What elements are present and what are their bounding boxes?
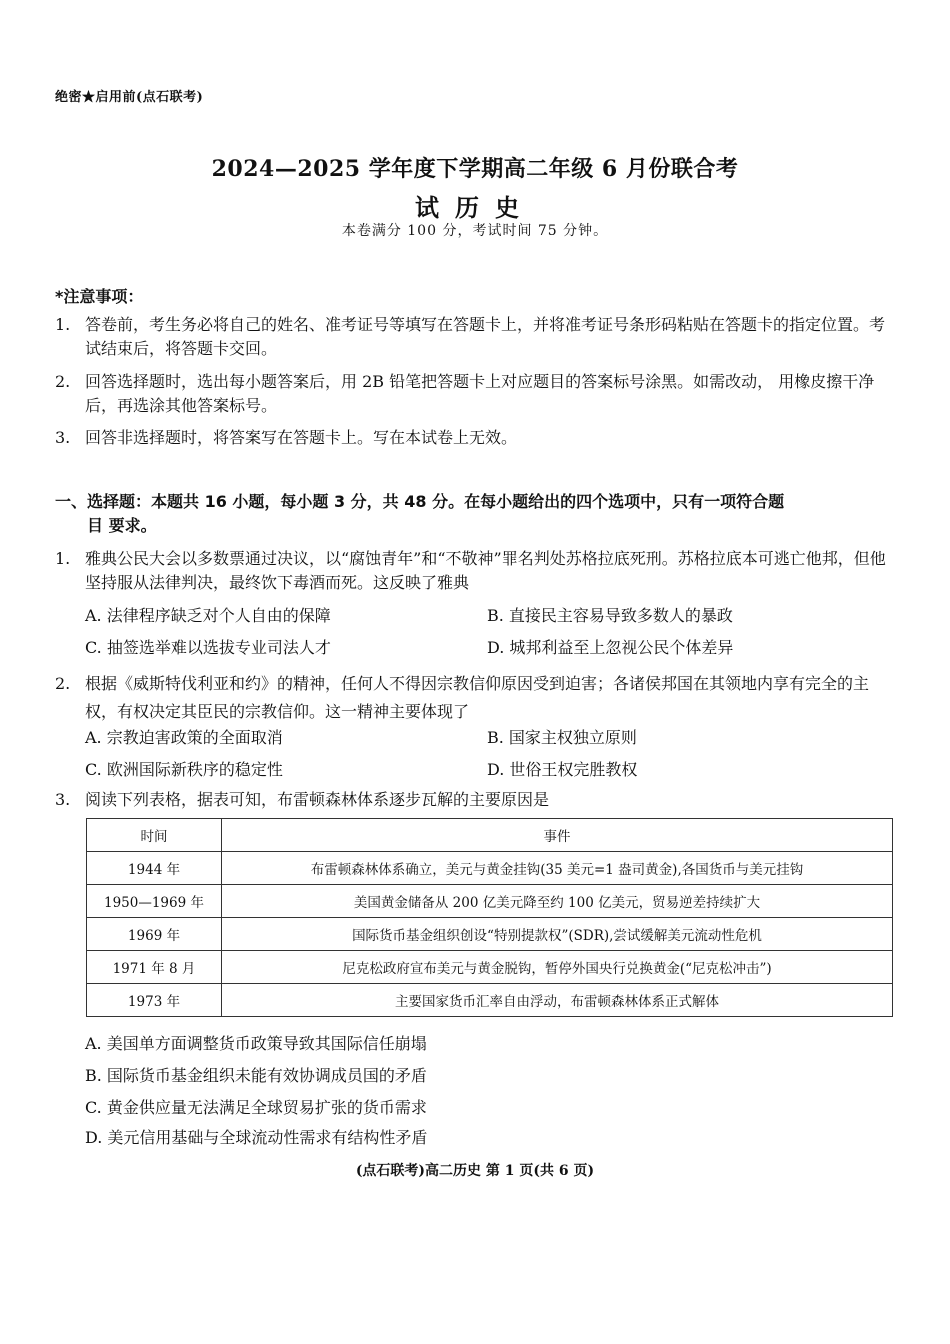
table-cell-time: 1973 年: [87, 984, 222, 1017]
exam-title: 2024—2025 学年度下学期高二年级 6 月份联合考: [211, 156, 739, 182]
option-d: D. 城邦利益至上忽视公民个体差异: [487, 638, 734, 657]
question-2: [55, 670, 895, 726]
note-text: 答卷前，考生务必将自己的姓名、准考证号等填写在答题卡上，并将准考证号条形码粘贴在答题卡的指定位置。考试结束后，将答题卡交回。: [85, 315, 886, 358]
exam-meta: 本卷满分 100 分，考试时间 75 分钟。: [341, 223, 609, 239]
table-cell-event: 尼克松政府宣布美元与黄金脱钩，暂停外国央行兑换黄金(“尼克松冲击”): [222, 951, 893, 984]
column-header: 事件: [222, 819, 893, 852]
option-b: B. 国际货币基金组织未能有效协调成员国的矛盾: [85, 1066, 427, 1085]
page-footer: (点石联考)高二历史 第 1 页(共 6 页): [355, 1163, 595, 1179]
exam-subject: 试历史: [415, 193, 535, 222]
note-number: 1.: [55, 315, 71, 334]
option-c: C. 抽签选举难以选拔专业司法人才: [85, 638, 331, 657]
table-cell-time: 1944 年: [87, 852, 222, 885]
table-row: [87, 951, 893, 984]
table-cell-time: 1971 年 8 月: [87, 951, 222, 984]
question-number: 1.: [55, 549, 71, 568]
question-number: 3.: [55, 790, 71, 809]
table-cell-event: 美国黄金储备从 200 亿美元降至约 100 亿美元，贸易逆差持续扩大: [222, 885, 893, 918]
question-number: 2.: [55, 674, 71, 693]
section-line-2: 目 要求。: [87, 516, 157, 535]
table-header-row: [87, 819, 893, 852]
column-header: 时间: [87, 819, 222, 852]
option-d: D. 世俗王权完胜教权: [487, 760, 638, 779]
note-text: 回答选择题时，选出每小题答案后，用 2B 铅笔把答题卡上对应题目的答案标号涂黑。如需改动， 用橡皮擦干净后，再选涂其他答案标号。: [85, 372, 875, 415]
note-item: [55, 426, 895, 450]
option-c: C. 黄金供应量无法满足全球贸易扩张的货币需求: [85, 1098, 427, 1117]
section-heading: [55, 490, 900, 538]
note-number: 2.: [55, 372, 71, 391]
option-b: B. 国家主权独立原则: [487, 728, 637, 747]
table-row: [87, 885, 893, 918]
table-cell-event: 国际货币基金组织创设“特别提款权”(SDR),尝试缓解美元流动性危机: [222, 918, 893, 951]
note-number: 3.: [55, 428, 71, 447]
table-cell-event: 主要国家货币汇率自由浮动，布雷顿森林体系正式解体: [222, 984, 893, 1017]
table-cell-time: 1950—1969 年: [87, 885, 222, 918]
table-cell-time: 1969 年: [87, 918, 222, 951]
option-c: C. 欧洲国际新秩序的稳定性: [85, 760, 283, 779]
table-cell-event: 布雷顿森林体系确立，美元与黄金挂钩(35 美元=1 盎司黄金),各国货币与美元挂钩: [222, 852, 893, 885]
option-b: B. 直接民主容易导致多数人的暴政: [487, 606, 733, 625]
option-a: A. 美国单方面调整货币政策导致其国际信任崩塌: [85, 1034, 427, 1053]
question-stem: 雅典公民大会以多数票通过决议，以“腐蚀青年”和“不敬神”罪名判处苏格拉底死刑。苏格拉底本可逃亡他邦，但他坚持服从法律判决，最终饮下毒酒而死。这反映了雅典: [85, 549, 886, 592]
section-line-1: 一、选择题：本题共 16 小题，每小题 3 分，共 48 分。在每小题给出的四个选项中，只有一项符合题: [55, 492, 785, 511]
table-row: [87, 852, 893, 885]
notes-heading: *注意事项：: [55, 287, 144, 306]
note-item: [55, 313, 895, 361]
option-a: A. 宗教迫害政策的全面取消: [85, 728, 283, 747]
question-1: [55, 547, 895, 595]
note-text: 回答非选择题时，将答案写在答题卡上。写在本试卷上无效。: [85, 428, 518, 447]
note-item: [55, 370, 895, 418]
confidential-label: 绝密★启用前(点石联考): [55, 90, 204, 105]
table-row: [87, 984, 893, 1017]
table-row: [87, 918, 893, 951]
question-stem: 根据《威斯特伐利亚和约》的精神，任何人不得因宗教信仰原因受到迫害；各诸侯邦国在其领地内享有完全的主权，有权决定其臣民的宗教信仰。这一精神主要体现了: [85, 674, 870, 721]
option-a: A. 法律程序缺乏对个人自由的保障: [85, 606, 331, 625]
events-table: [86, 818, 893, 1017]
option-d: D. 美元信用基础与全球流动性需求有结构性矛盾: [85, 1128, 428, 1147]
question-3: [55, 788, 895, 812]
question-stem: 阅读下列表格，据表可知，布雷顿森林体系逐步瓦解的主要原因是: [85, 790, 550, 809]
